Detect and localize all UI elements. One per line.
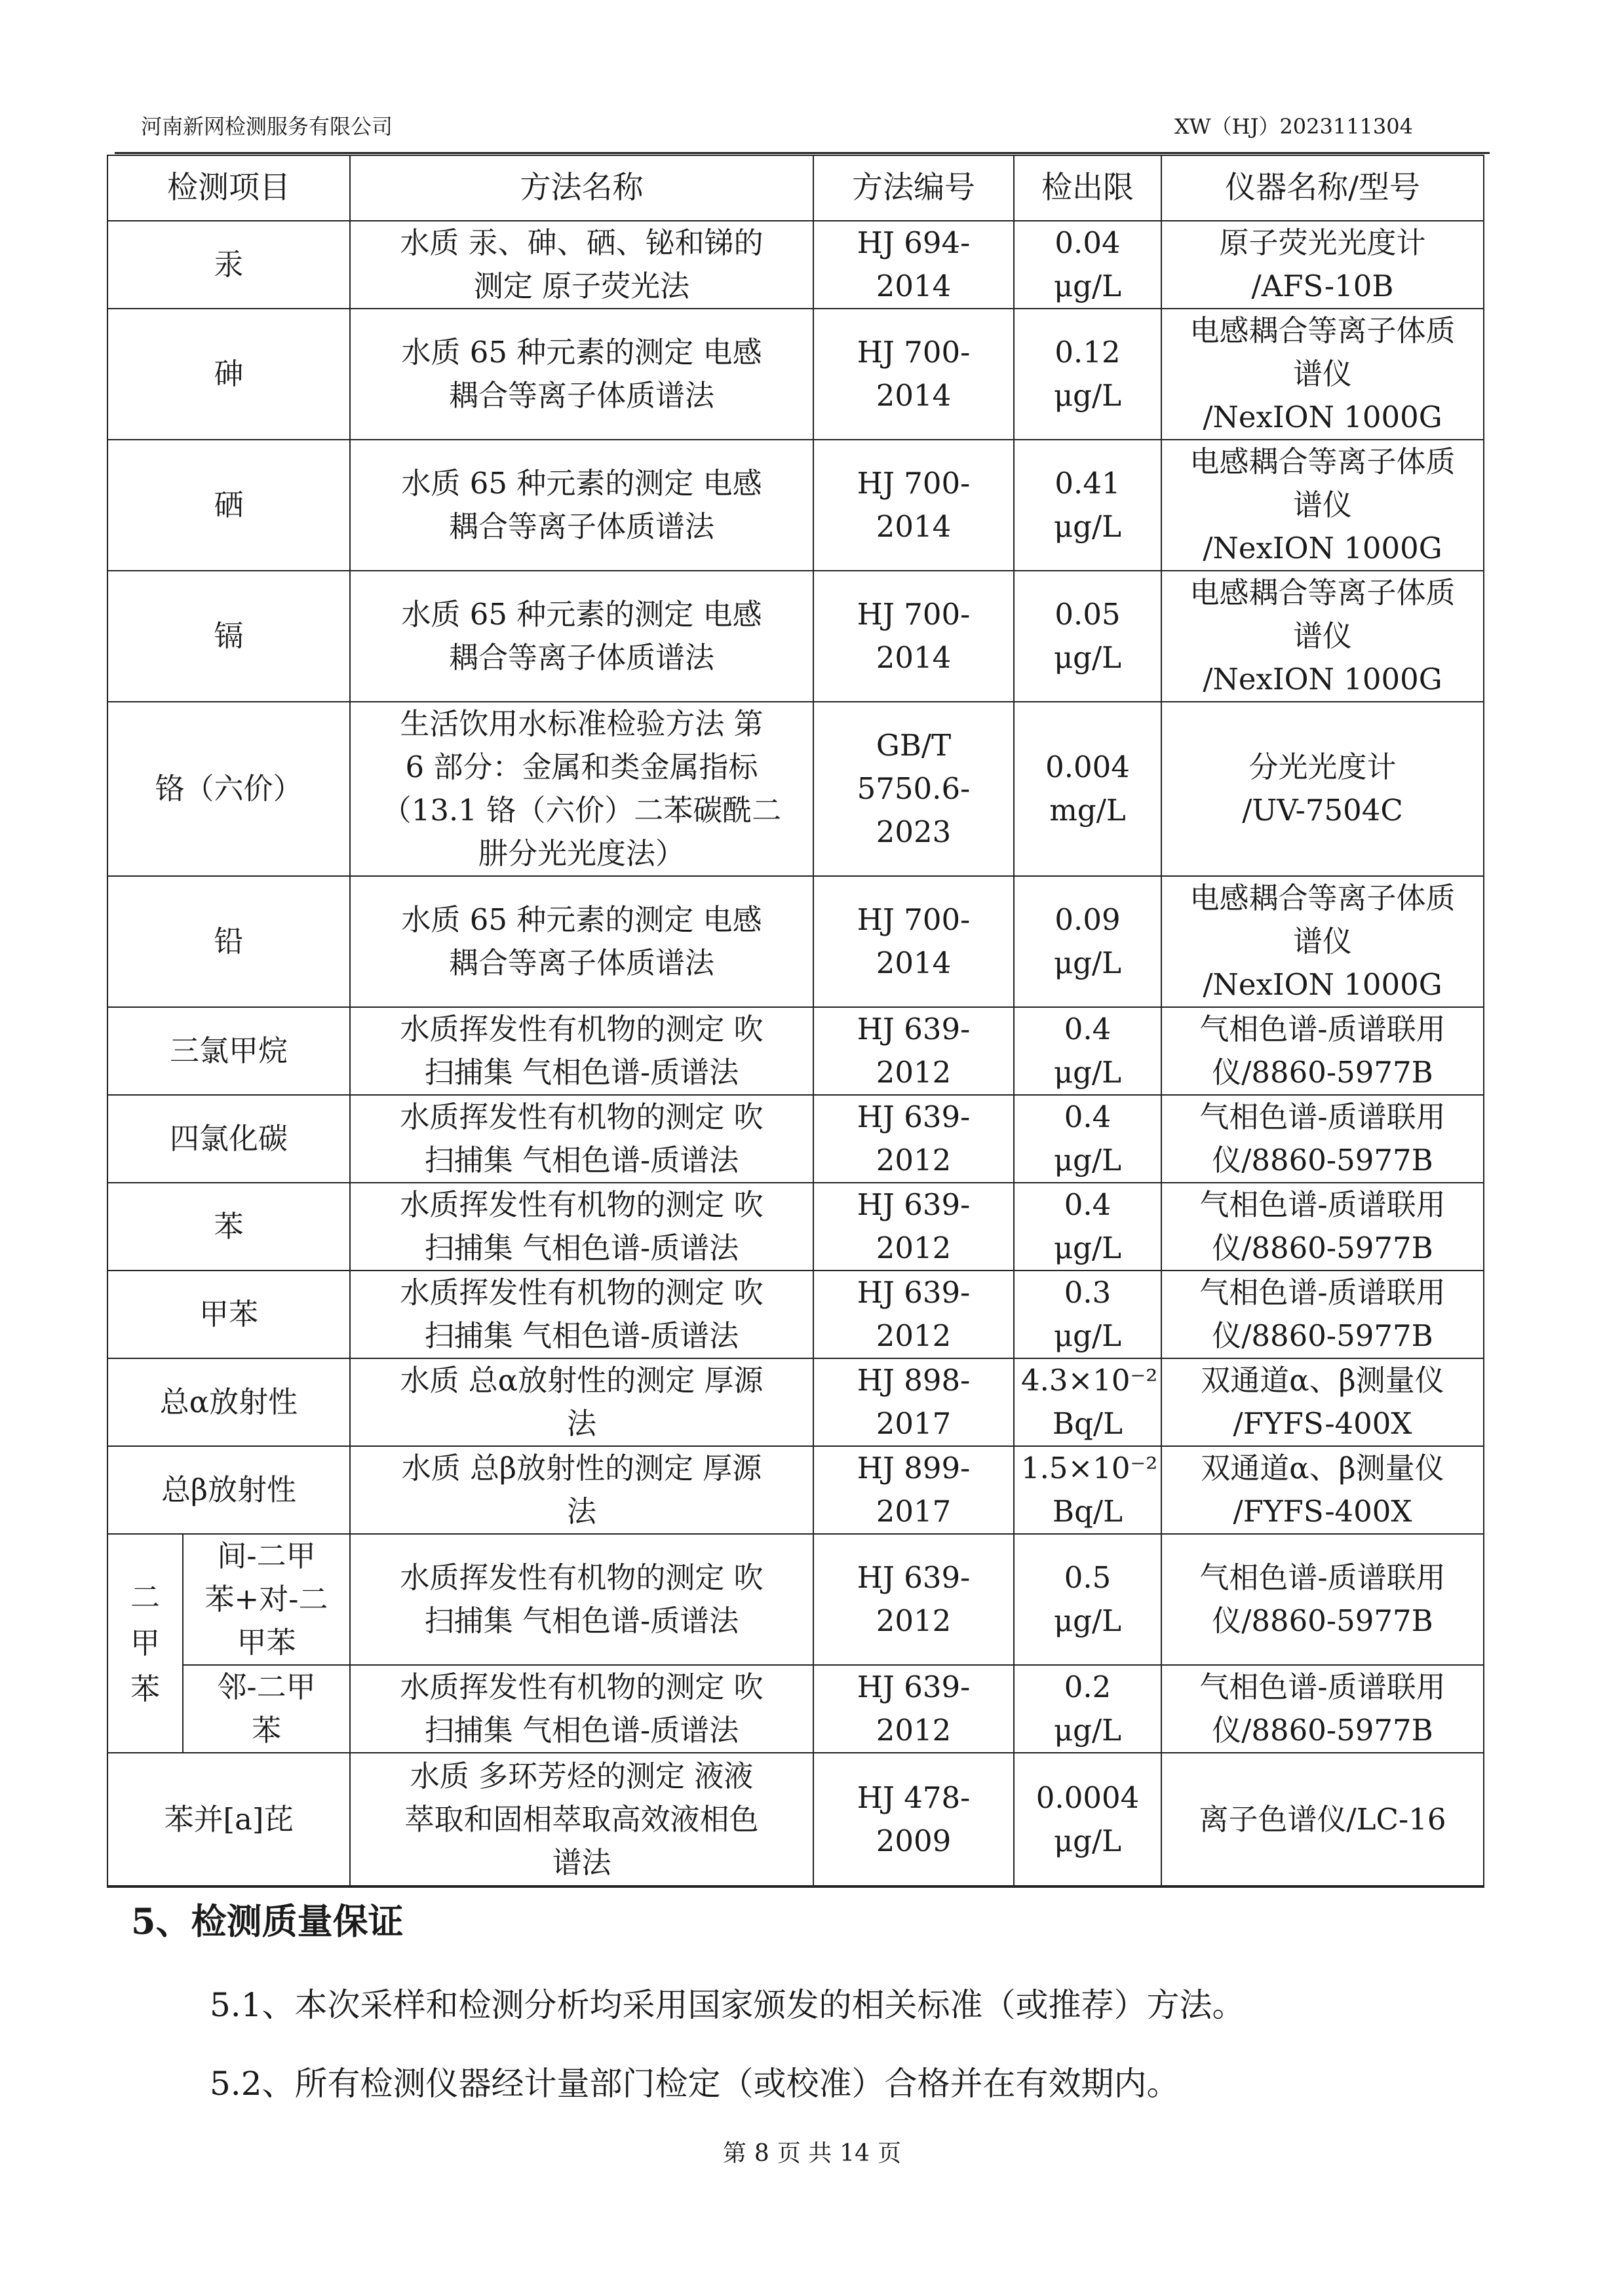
limit-cell bbox=[1014, 1271, 1161, 1358]
limit-cell bbox=[1014, 1534, 1161, 1665]
item-cell bbox=[183, 1534, 350, 1665]
method-cell bbox=[350, 309, 813, 440]
item-cell: 砷 bbox=[107, 309, 350, 440]
code-cell-line: HJ 639-2012 bbox=[857, 1187, 971, 1265]
method-cell bbox=[350, 1007, 813, 1095]
limit-cell-line: mg/L bbox=[1049, 793, 1126, 828]
method-cell bbox=[350, 1271, 813, 1358]
item-cell: 汞 bbox=[107, 221, 350, 309]
method-cell-line: 扫捕集 气相色谱-质谱法 bbox=[424, 1603, 739, 1638]
limit-cell bbox=[1014, 1753, 1161, 1886]
code-cell bbox=[813, 440, 1014, 571]
method-cell-line: 水质 65 种元素的测定 电感 bbox=[401, 597, 762, 632]
item-cell: 甲苯 bbox=[107, 1271, 350, 1358]
instrument-cell-line: /FYFS-400X bbox=[1233, 1494, 1412, 1529]
method-cell-line: 法 bbox=[566, 1494, 596, 1529]
instrument-cell bbox=[1161, 309, 1484, 440]
limit-cell-line: 0.4 bbox=[1064, 1100, 1112, 1134]
code-cell-line: HJ 700-2014 bbox=[857, 597, 971, 675]
method-cell-line: 水质 总α放射性的测定 厚源 bbox=[400, 1363, 764, 1398]
method-cell-line: 耦合等离子体质谱法 bbox=[448, 509, 714, 544]
group-name-cell-line: 甲 bbox=[130, 1626, 160, 1660]
limit-cell bbox=[1014, 1183, 1161, 1271]
limit-cell-line: 0.12 bbox=[1054, 335, 1121, 370]
instrument-cell-line: 原子荧光光度计 bbox=[1219, 225, 1426, 260]
instrument-cell-line: 气相色谱-质谱联用 bbox=[1199, 1275, 1446, 1310]
paragraph: 5.1、本次采样和检测分析均采用国家颁发的相关标准（或推荐）方法。 bbox=[210, 1986, 1245, 2024]
code-cell bbox=[813, 1007, 1014, 1095]
code-cell-line: HJ 639-2012 bbox=[857, 1560, 971, 1638]
method-cell bbox=[350, 1446, 813, 1534]
code-cell bbox=[813, 571, 1014, 702]
method-cell-line: 水质 65 种元素的测定 电感 bbox=[401, 466, 762, 501]
instrument-cell-line: /NexION 1000G bbox=[1203, 662, 1442, 697]
method-cell-line: 法 bbox=[566, 1406, 596, 1441]
group-name-cell-line: 苯 bbox=[130, 1672, 160, 1706]
method-cell-line: 水质 汞、砷、硒、铋和锑的 bbox=[400, 225, 764, 260]
method-cell-line: 萃取和固相萃取高效液相色 bbox=[404, 1801, 759, 1837]
item-cell: 四氯化碳 bbox=[107, 1095, 350, 1183]
code-cell bbox=[813, 1358, 1014, 1446]
code-cell-line: HJ 639-2012 bbox=[857, 1275, 971, 1353]
code-cell-line: HJ 700-2014 bbox=[857, 466, 971, 544]
method-cell bbox=[350, 1183, 813, 1271]
instrument-cell-line: /FYFS-400X bbox=[1233, 1406, 1412, 1441]
footer-text: 页 bbox=[878, 2140, 902, 2167]
table-row bbox=[107, 221, 1484, 309]
limit-cell-line: 0.4 bbox=[1064, 1187, 1112, 1222]
method-cell-line: 水质挥发性有机物的测定 吹 bbox=[400, 1187, 764, 1222]
instrument-cell-line: /NexION 1000G bbox=[1203, 531, 1442, 565]
code-cell-line: HJ 700-2014 bbox=[857, 902, 971, 980]
group-name-cell bbox=[107, 1534, 183, 1753]
instrument-cell bbox=[1161, 440, 1484, 571]
code-cell bbox=[813, 1534, 1014, 1665]
instrument-cell-line: 气相色谱-质谱联用 bbox=[1199, 1670, 1446, 1704]
limit-cell-line: 0.09 bbox=[1054, 902, 1121, 937]
code-cell-line: HJ 478-2009 bbox=[857, 1780, 971, 1858]
instrument-cell-line: /UV-7504C bbox=[1242, 793, 1403, 828]
column-header: 检测项目 bbox=[107, 155, 350, 221]
limit-cell bbox=[1014, 876, 1161, 1007]
header-report-number: XW（HJ）2023111304 bbox=[1174, 114, 1413, 139]
code-cell bbox=[813, 1183, 1014, 1271]
limit-cell-line: μg/L bbox=[1053, 640, 1122, 675]
group-name-cell-line: 二 bbox=[130, 1580, 160, 1615]
item-cell: 铬（六价） bbox=[107, 702, 350, 876]
header-company: 河南新网检测服务有限公司 bbox=[141, 114, 393, 139]
item-cell: 总β放射性 bbox=[107, 1446, 350, 1534]
instrument-cell bbox=[1161, 1753, 1484, 1886]
limit-cell bbox=[1014, 1095, 1161, 1183]
instrument-cell-line: /NexION 1000G bbox=[1203, 967, 1442, 1002]
limit-cell bbox=[1014, 1007, 1161, 1095]
instrument-cell-line: 双通道α、β测量仪 bbox=[1201, 1363, 1444, 1398]
limit-cell-line: μg/L bbox=[1053, 1055, 1122, 1090]
method-cell-line: 谱法 bbox=[552, 1845, 611, 1880]
method-cell-line: 扫捕集 气相色谱-质谱法 bbox=[424, 1318, 739, 1353]
table-row bbox=[107, 1007, 1484, 1095]
item-cell-line: 间-二甲 bbox=[217, 1539, 316, 1573]
header-divider bbox=[115, 152, 1490, 154]
instrument-cell-line: 气相色谱-质谱联用 bbox=[1199, 1012, 1446, 1046]
limit-cell-line: 0.0004 bbox=[1035, 1780, 1140, 1815]
limit-cell bbox=[1014, 1446, 1161, 1534]
limit-cell-line: μg/L bbox=[1053, 946, 1122, 980]
item-cell: 苯 bbox=[107, 1183, 350, 1271]
method-cell-line: 水质 多环芳烃的测定 液液 bbox=[410, 1758, 754, 1793]
limit-cell-line: 4.3×10⁻² bbox=[1021, 1363, 1158, 1398]
instrument-cell-line: /NexION 1000G bbox=[1203, 400, 1442, 434]
method-cell bbox=[350, 221, 813, 309]
limit-cell-line: 0.5 bbox=[1064, 1560, 1112, 1595]
limit-cell-line: μg/L bbox=[1053, 509, 1122, 544]
item-cell-line: 苯+对-二 bbox=[204, 1582, 328, 1617]
limit-cell bbox=[1014, 1358, 1161, 1446]
item-cell-line: 邻-二甲 bbox=[217, 1670, 316, 1704]
method-cell-line: 扫捕集 气相色谱-质谱法 bbox=[424, 1713, 739, 1748]
instrument-cell bbox=[1161, 702, 1484, 876]
item-cell: 硒 bbox=[107, 440, 350, 571]
column-header: 方法编号 bbox=[813, 155, 1014, 221]
table-row bbox=[107, 1095, 1484, 1183]
method-cell-line: 扫捕集 气相色谱-质谱法 bbox=[424, 1055, 739, 1090]
method-cell-line: 扫捕集 气相色谱-质谱法 bbox=[424, 1231, 739, 1265]
table-row bbox=[107, 1358, 1484, 1446]
code-cell bbox=[813, 1271, 1014, 1358]
limit-cell-line: Bq/L bbox=[1053, 1494, 1123, 1529]
limit-cell bbox=[1014, 702, 1161, 876]
limit-cell-line: 0.3 bbox=[1064, 1275, 1112, 1310]
code-cell-line: HJ 694-2014 bbox=[857, 225, 971, 303]
method-cell-line: （13.1 铬（六价）二苯碳酰二 bbox=[381, 793, 782, 828]
instrument-cell-line: 谱仪 bbox=[1292, 619, 1352, 653]
instrument-cell bbox=[1161, 1534, 1484, 1665]
method-cell-line: 水质挥发性有机物的测定 吹 bbox=[400, 1275, 764, 1310]
instrument-cell-line: 仪/8860-5977B bbox=[1212, 1318, 1433, 1353]
limit-cell-line: 0.04 bbox=[1054, 225, 1121, 260]
instrument-cell-line: 谱仪 bbox=[1292, 488, 1352, 522]
table-row bbox=[107, 309, 1484, 440]
limit-cell-line: 0.2 bbox=[1064, 1670, 1112, 1704]
limit-cell bbox=[1014, 221, 1161, 309]
page-footer bbox=[0, 2135, 1624, 2168]
table-row bbox=[107, 702, 1484, 876]
method-cell-line: 水质挥发性有机物的测定 吹 bbox=[400, 1670, 764, 1704]
item-cell: 总α放射性 bbox=[107, 1358, 350, 1446]
table-row bbox=[107, 1753, 1484, 1886]
limit-cell bbox=[1014, 1665, 1161, 1753]
instrument-cell bbox=[1161, 1183, 1484, 1271]
method-table bbox=[107, 155, 1484, 1888]
code-cell-line: GB/T bbox=[876, 728, 952, 763]
limit-cell-line: μg/L bbox=[1053, 1143, 1122, 1177]
paragraph: 5.2、所有检测仪器经计量部门检定（或校准）合格并在有效期内。 bbox=[210, 2065, 1180, 2103]
item-cell: 镉 bbox=[107, 571, 350, 702]
instrument-cell bbox=[1161, 1446, 1484, 1534]
method-cell bbox=[350, 1753, 813, 1886]
code-cell bbox=[813, 1095, 1014, 1183]
table-row bbox=[107, 876, 1484, 1007]
instrument-cell-line: 电感耦合等离子体质 bbox=[1189, 444, 1456, 479]
column-header: 方法名称 bbox=[350, 155, 813, 221]
table-row bbox=[107, 1183, 1484, 1271]
limit-cell-line: 0.004 bbox=[1045, 750, 1130, 784]
instrument-cell-line: 谱仪 bbox=[1292, 924, 1352, 959]
instrument-cell-line: 仪/8860-5977B bbox=[1212, 1231, 1433, 1265]
code-cell-line: 5750.6-2023 bbox=[857, 771, 971, 849]
table-row bbox=[107, 440, 1484, 571]
limit-cell-line: μg/L bbox=[1053, 1713, 1122, 1748]
method-cell bbox=[350, 702, 813, 876]
instrument-cell-line: 气相色谱-质谱联用 bbox=[1199, 1560, 1446, 1595]
method-cell-line: 水质 65 种元素的测定 电感 bbox=[401, 902, 762, 937]
instrument-cell bbox=[1161, 1358, 1484, 1446]
instrument-cell-line: 双通道α、β测量仪 bbox=[1201, 1451, 1444, 1485]
item-cell bbox=[183, 1665, 350, 1753]
limit-cell bbox=[1014, 571, 1161, 702]
instrument-cell bbox=[1161, 876, 1484, 1007]
instrument-cell-line: 仪/8860-5977B bbox=[1212, 1603, 1433, 1638]
instrument-cell-line: 电感耦合等离子体质 bbox=[1189, 575, 1456, 610]
footer-text: 页 共 bbox=[777, 2140, 832, 2167]
method-cell-line: 水质 总β放射性的测定 厚源 bbox=[401, 1451, 762, 1485]
limit-cell-line: 0.4 bbox=[1064, 1012, 1112, 1046]
method-cell-line: 耦合等离子体质谱法 bbox=[448, 378, 714, 413]
instrument-cell bbox=[1161, 1007, 1484, 1095]
table-row bbox=[107, 1665, 1484, 1753]
instrument-cell-line: 离子色谱仪/LC-16 bbox=[1199, 1801, 1446, 1837]
limit-cell-line: μg/L bbox=[1053, 1231, 1122, 1265]
method-cell-line: 水质 65 种元素的测定 电感 bbox=[401, 335, 762, 370]
table-row bbox=[107, 1534, 1484, 1665]
method-cell bbox=[350, 440, 813, 571]
method-cell bbox=[350, 876, 813, 1007]
method-cell-line: 水质挥发性有机物的测定 吹 bbox=[400, 1012, 764, 1046]
footer-text: 第 bbox=[722, 2140, 746, 2167]
instrument-cell-line: 仪/8860-5977B bbox=[1212, 1143, 1433, 1177]
item-cell-line: 苯 bbox=[251, 1713, 281, 1748]
instrument-cell-line: 仪/8860-5977B bbox=[1212, 1713, 1433, 1748]
code-cell-line: HJ 639-2012 bbox=[857, 1100, 971, 1177]
instrument-cell-line: /AFS-10B bbox=[1251, 269, 1394, 303]
code-cell-line: HJ 639-2012 bbox=[857, 1012, 971, 1090]
limit-cell-line: Bq/L bbox=[1053, 1406, 1123, 1441]
instrument-cell-line: 仪/8860-5977B bbox=[1212, 1055, 1433, 1090]
item-cell-line: 甲苯 bbox=[237, 1625, 296, 1660]
method-cell-line: 肼分光光度法） bbox=[478, 836, 685, 871]
method-cell-line: 水质挥发性有机物的测定 吹 bbox=[400, 1560, 764, 1595]
item-cell: 铅 bbox=[107, 876, 350, 1007]
instrument-cell-line: 气相色谱-质谱联用 bbox=[1199, 1100, 1446, 1134]
item-cell: 苯并[a]芘 bbox=[107, 1753, 350, 1886]
instrument-cell bbox=[1161, 1095, 1484, 1183]
table-row bbox=[107, 1446, 1484, 1534]
table-header-row bbox=[107, 155, 1484, 221]
footer-page-total: 14 bbox=[840, 2140, 870, 2167]
code-cell-line: HJ 898-2017 bbox=[857, 1363, 971, 1441]
instrument-cell bbox=[1161, 1271, 1484, 1358]
limit-cell-line: μg/L bbox=[1053, 378, 1122, 413]
limit-cell-line: 0.41 bbox=[1054, 466, 1121, 501]
code-cell bbox=[813, 309, 1014, 440]
footer-page-number: 8 bbox=[754, 2140, 769, 2167]
method-cell bbox=[350, 1534, 813, 1665]
method-cell bbox=[350, 1095, 813, 1183]
code-cell-line: HJ 899-2017 bbox=[857, 1451, 971, 1529]
item-cell: 三氯甲烷 bbox=[107, 1007, 350, 1095]
limit-cell-line: 1.5×10⁻² bbox=[1021, 1451, 1158, 1485]
method-cell bbox=[350, 1358, 813, 1446]
limit-cell bbox=[1014, 440, 1161, 571]
table-row bbox=[107, 571, 1484, 702]
limit-cell-line: μg/L bbox=[1053, 1823, 1122, 1858]
instrument-cell-line: 分光光度计 bbox=[1248, 750, 1397, 784]
instrument-cell bbox=[1161, 1665, 1484, 1753]
method-cell-line: 测定 原子荧光法 bbox=[473, 269, 690, 303]
method-cell bbox=[350, 1665, 813, 1753]
code-cell bbox=[813, 1665, 1014, 1753]
method-cell-line: 耦合等离子体质谱法 bbox=[448, 640, 714, 675]
code-cell bbox=[813, 1753, 1014, 1886]
table-body bbox=[107, 221, 1484, 1886]
code-cell bbox=[813, 702, 1014, 876]
code-cell bbox=[813, 1446, 1014, 1534]
method-cell bbox=[350, 571, 813, 702]
section-title: 5、检测质量保证 bbox=[131, 1900, 404, 1942]
code-cell bbox=[813, 876, 1014, 1007]
method-cell-line: 生活饮用水标准检验方法 第 bbox=[400, 706, 764, 741]
limit-cell-line: μg/L bbox=[1053, 269, 1122, 303]
instrument-cell-line: 谱仪 bbox=[1292, 356, 1352, 391]
method-cell-line: 6 部分：金属和类金属指标 bbox=[405, 750, 758, 784]
code-cell-line: HJ 639-2012 bbox=[857, 1670, 971, 1748]
method-cell-line: 扫捕集 气相色谱-质谱法 bbox=[424, 1143, 739, 1177]
instrument-cell-line: 电感耦合等离子体质 bbox=[1189, 313, 1456, 348]
limit-cell-line: μg/L bbox=[1053, 1603, 1122, 1638]
method-cell-line: 耦合等离子体质谱法 bbox=[448, 946, 714, 980]
instrument-cell bbox=[1161, 571, 1484, 702]
limit-cell-line: μg/L bbox=[1053, 1318, 1122, 1353]
instrument-cell-line: 电感耦合等离子体质 bbox=[1189, 881, 1456, 915]
table-row bbox=[107, 1271, 1484, 1358]
method-cell-line: 水质挥发性有机物的测定 吹 bbox=[400, 1100, 764, 1134]
code-cell bbox=[813, 221, 1014, 309]
code-cell-line: HJ 700-2014 bbox=[857, 335, 971, 413]
instrument-cell bbox=[1161, 221, 1484, 309]
column-header: 仪器名称/型号 bbox=[1161, 155, 1484, 221]
column-header: 检出限 bbox=[1014, 155, 1161, 221]
instrument-cell-line: 气相色谱-质谱联用 bbox=[1199, 1187, 1446, 1222]
limit-cell-line: 0.05 bbox=[1054, 597, 1121, 632]
limit-cell bbox=[1014, 309, 1161, 440]
